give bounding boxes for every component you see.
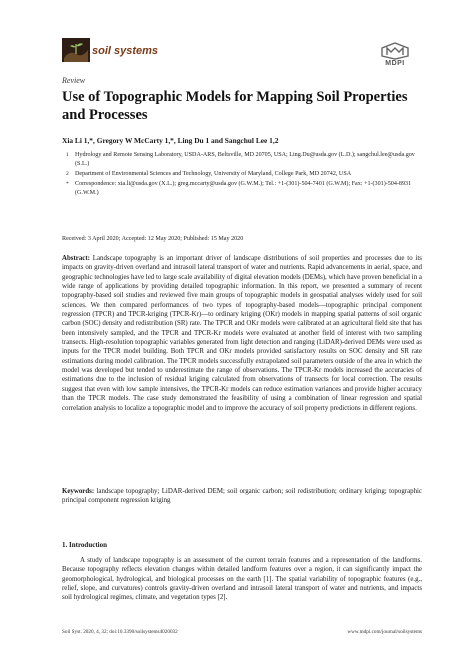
citation: Soil Syst. 2020, 4, 32; doi:10.3390/soilsystems4020032: [62, 629, 178, 635]
journal-header: [62, 38, 422, 70]
journal-logo-icon: [62, 38, 90, 62]
author-list: Xia Li 1,*, Gregory W McCarty 1,*, Ling Du 1 and Sangchul Lee 1,2: [62, 136, 279, 145]
article-title: Use of Topographic Models for Mapping Soil Properties and Processes: [62, 89, 408, 123]
section-body: A study of landscape topography is an assessment of the current terrain features and a representation of the landforms. Because topography reflects elevation changes within detailed landform features over a region, it can significantly impact the geomorphological, hydrological, and biological processes on the earth [1]. The spatial variability of topographic features (e.g., relief, slope, and curvatures) controls gravity-driven overland and intrasoil lateral transport of water and nutrients, and impacts soil hydrological regimes, climate, and vegetation types [2].: [62, 557, 422, 602]
affiliation-mark: 1: [66, 152, 69, 158]
affiliation-mark: *: [66, 181, 69, 187]
keywords: [62, 487, 422, 506]
affiliation-text: Correspondence: xia.li@usda.gov (X.L.); greg.mccarty@usda.gov (G.W.M.); Tel.: +1-(301)-504-7401 (G.W.M); Fax: +1-(301)-504-8931 (G.W.M.): [75, 181, 412, 196]
affiliation-text: Department of Environmental Sciences and Technology, University of Maryland, College Park, MD 20742, USA: [75, 171, 352, 177]
affiliation-mark: 2: [66, 171, 69, 177]
abstract-label: Abstract:: [62, 255, 90, 262]
abstract: [62, 254, 422, 413]
affiliation-1: [62, 151, 422, 169]
keywords-label: Keywords:: [62, 488, 95, 495]
keywords-text: landscape topography; LiDAR-derived DEM; soil organic carbon; soil redistribution; ordinary kriging; topographic principal component regression kriging: [62, 488, 422, 505]
abstract-text: Landscape topography is an important driver of landscape distributions of soil properties and processes due to its impacts on gravity-driven overland and intrasoil lateral transport of water and nutrients. Rapid advancements in aerial, space, and geographic technologies have led to large scale availability of digital elevation models (DEMs), which have proven beneficial in a wide range of applications by providing detailed topographic information. In this report, we presented a summary of recent topography-based soil studies and reviewed five main groups of topographic models in geospatial analyses widely used for soil sciences. We then compared performances of two types of topography-based models—topographic principal component regression (TPCR) and TPCR-kriging (TPCR-Kr)—to ordinary kriging (OKr) models in mapping spatial patterns of soil organic carbon (SOC) density and redistribution (SR) rate. The TPCR and OKr models were calibrated at an agricultural field site that has been intensively sampled, and the TPCR and TPCR-Kr models were evaluated at another field of interest with two sampling transects. High-resolution topographic variables generated from light detection and ranging (LiDAR)-derived DEMs were used as inputs for the TPCR model building. Both TPCR and OKr models provided satisfactory results on SOC density and SR rate estimations during model calibration. The TPCR models successfully extrapolated soil parameters outside of the area in which the model was developed but tended to underestimate the range of observations. The TPCR-Kr models increased the accuracies of estimations due to the inclusion of residual kriging calculated from observations of transects for local correction. The results suggest that even with low sample intensives, the TPCR-Kr models can reduce estimation variances and provide higher accuracy than the TPCR models. The case study demonstrated the feasibility of using a combination of linear regression and spatial correlation analysis to localize a topographic model and to improve the accuracy of soil property predictions in different regions.: [62, 255, 422, 412]
affiliation-text: Hydrology and Remote Sensing Laboratory, USDA-ARS, Beltsville, MD 20705, USA; Ling.Du@usda.gov (L.D.); sangchul.lee@usda.gov (S.L.): [75, 152, 415, 167]
mdpi-logo-icon: [378, 42, 412, 60]
publisher-name: MDPI: [385, 60, 405, 67]
affiliation-2: [62, 170, 422, 179]
journal-name: soil systems: [92, 45, 159, 57]
publication-dates: Received: 3 April 2020; Accepted: 12 May 2020; Published: 15 May 2020: [62, 236, 244, 242]
journal-url: www.mdpi.com/journal/soilsystems: [347, 629, 422, 635]
correspondence: [62, 180, 422, 198]
section-heading: 1. Introduction: [62, 541, 107, 549]
article-type: Review: [62, 76, 86, 85]
